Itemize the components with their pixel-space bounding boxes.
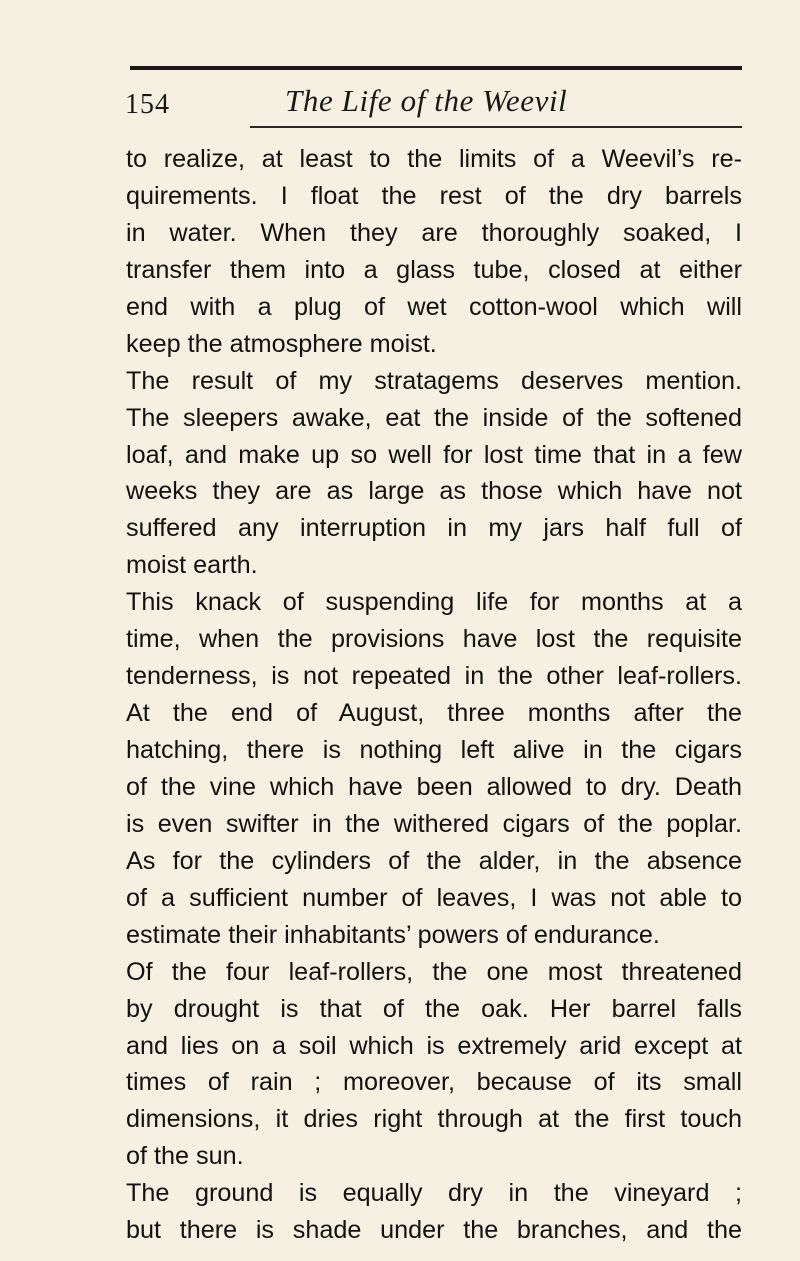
text-line: At the end of August, three months after the — [126, 699, 742, 728]
text-line: moist earth. — [126, 551, 258, 580]
text-line: The sleepers awake, eat the inside of the softened — [126, 403, 742, 432]
running-title: The Life of the Weevil — [285, 83, 568, 118]
text-line: This knack of suspending life for months at a — [126, 588, 742, 617]
text-line: estimate their inhabitants’ powers of endurance. — [126, 920, 660, 949]
text-line: of the vine which have been allowed to dry. Death — [126, 772, 742, 801]
text-line: dimensions, it dries right through at the first touch — [126, 1105, 742, 1134]
running-head — [125, 78, 745, 128]
text-line: suffered any interruption in my jars half full of — [126, 514, 742, 543]
text-line: but there is shade under the branches, and the — [126, 1216, 742, 1245]
text-line: loaf, and make up so well for lost time that in a few — [126, 440, 742, 469]
text-line: The ground is equally dry in the vineyard ; — [126, 1179, 742, 1208]
text-line: Of the four leaf-rollers, the one most threatened — [126, 957, 742, 986]
text-line: in water. When they are thoroughly soaked, I — [126, 218, 742, 247]
text-line: keep the atmosphere moist. — [126, 329, 437, 358]
header-bottom-rule — [250, 126, 742, 128]
text-line: of the sun. — [126, 1142, 244, 1171]
text-line: transfer them into a glass tube, closed at either — [126, 255, 742, 284]
text-line: and lies on a soil which is extremely arid except at — [126, 1031, 742, 1060]
body-text — [126, 141, 742, 1249]
text-line: times of rain ; moreover, because of its small — [126, 1068, 742, 1097]
header-top-rule — [130, 66, 742, 70]
text-line: weeks they are as large as those which have not — [126, 477, 742, 506]
page-number: 154 — [125, 89, 170, 120]
text-line: hatching, there is nothing left alive in the cigars — [126, 736, 742, 764]
text-line: of a sufficient number of leaves, I was not able to — [126, 883, 742, 912]
text-line: The result of my stratagems deserves mention. — [126, 366, 742, 395]
text-line: As for the cylinders of the alder, in the absence — [126, 846, 742, 875]
text-line: by drought is that of the oak. Her barrel falls — [126, 994, 742, 1023]
text-line: quirements. I float the rest of the dry barrels — [126, 181, 742, 210]
text-line: time, when the provisions have lost the requisite — [126, 625, 742, 654]
text-line: to realize, at least to the limits of a Weevil’s re- — [126, 145, 742, 173]
text-line: end with a plug of wet cotton-wool which will — [126, 292, 742, 321]
text-line: tenderness, is not repeated in the other leaf-rollers. — [126, 662, 742, 691]
text-line: is even swifter in the withered cigars of the poplar. — [126, 809, 742, 838]
